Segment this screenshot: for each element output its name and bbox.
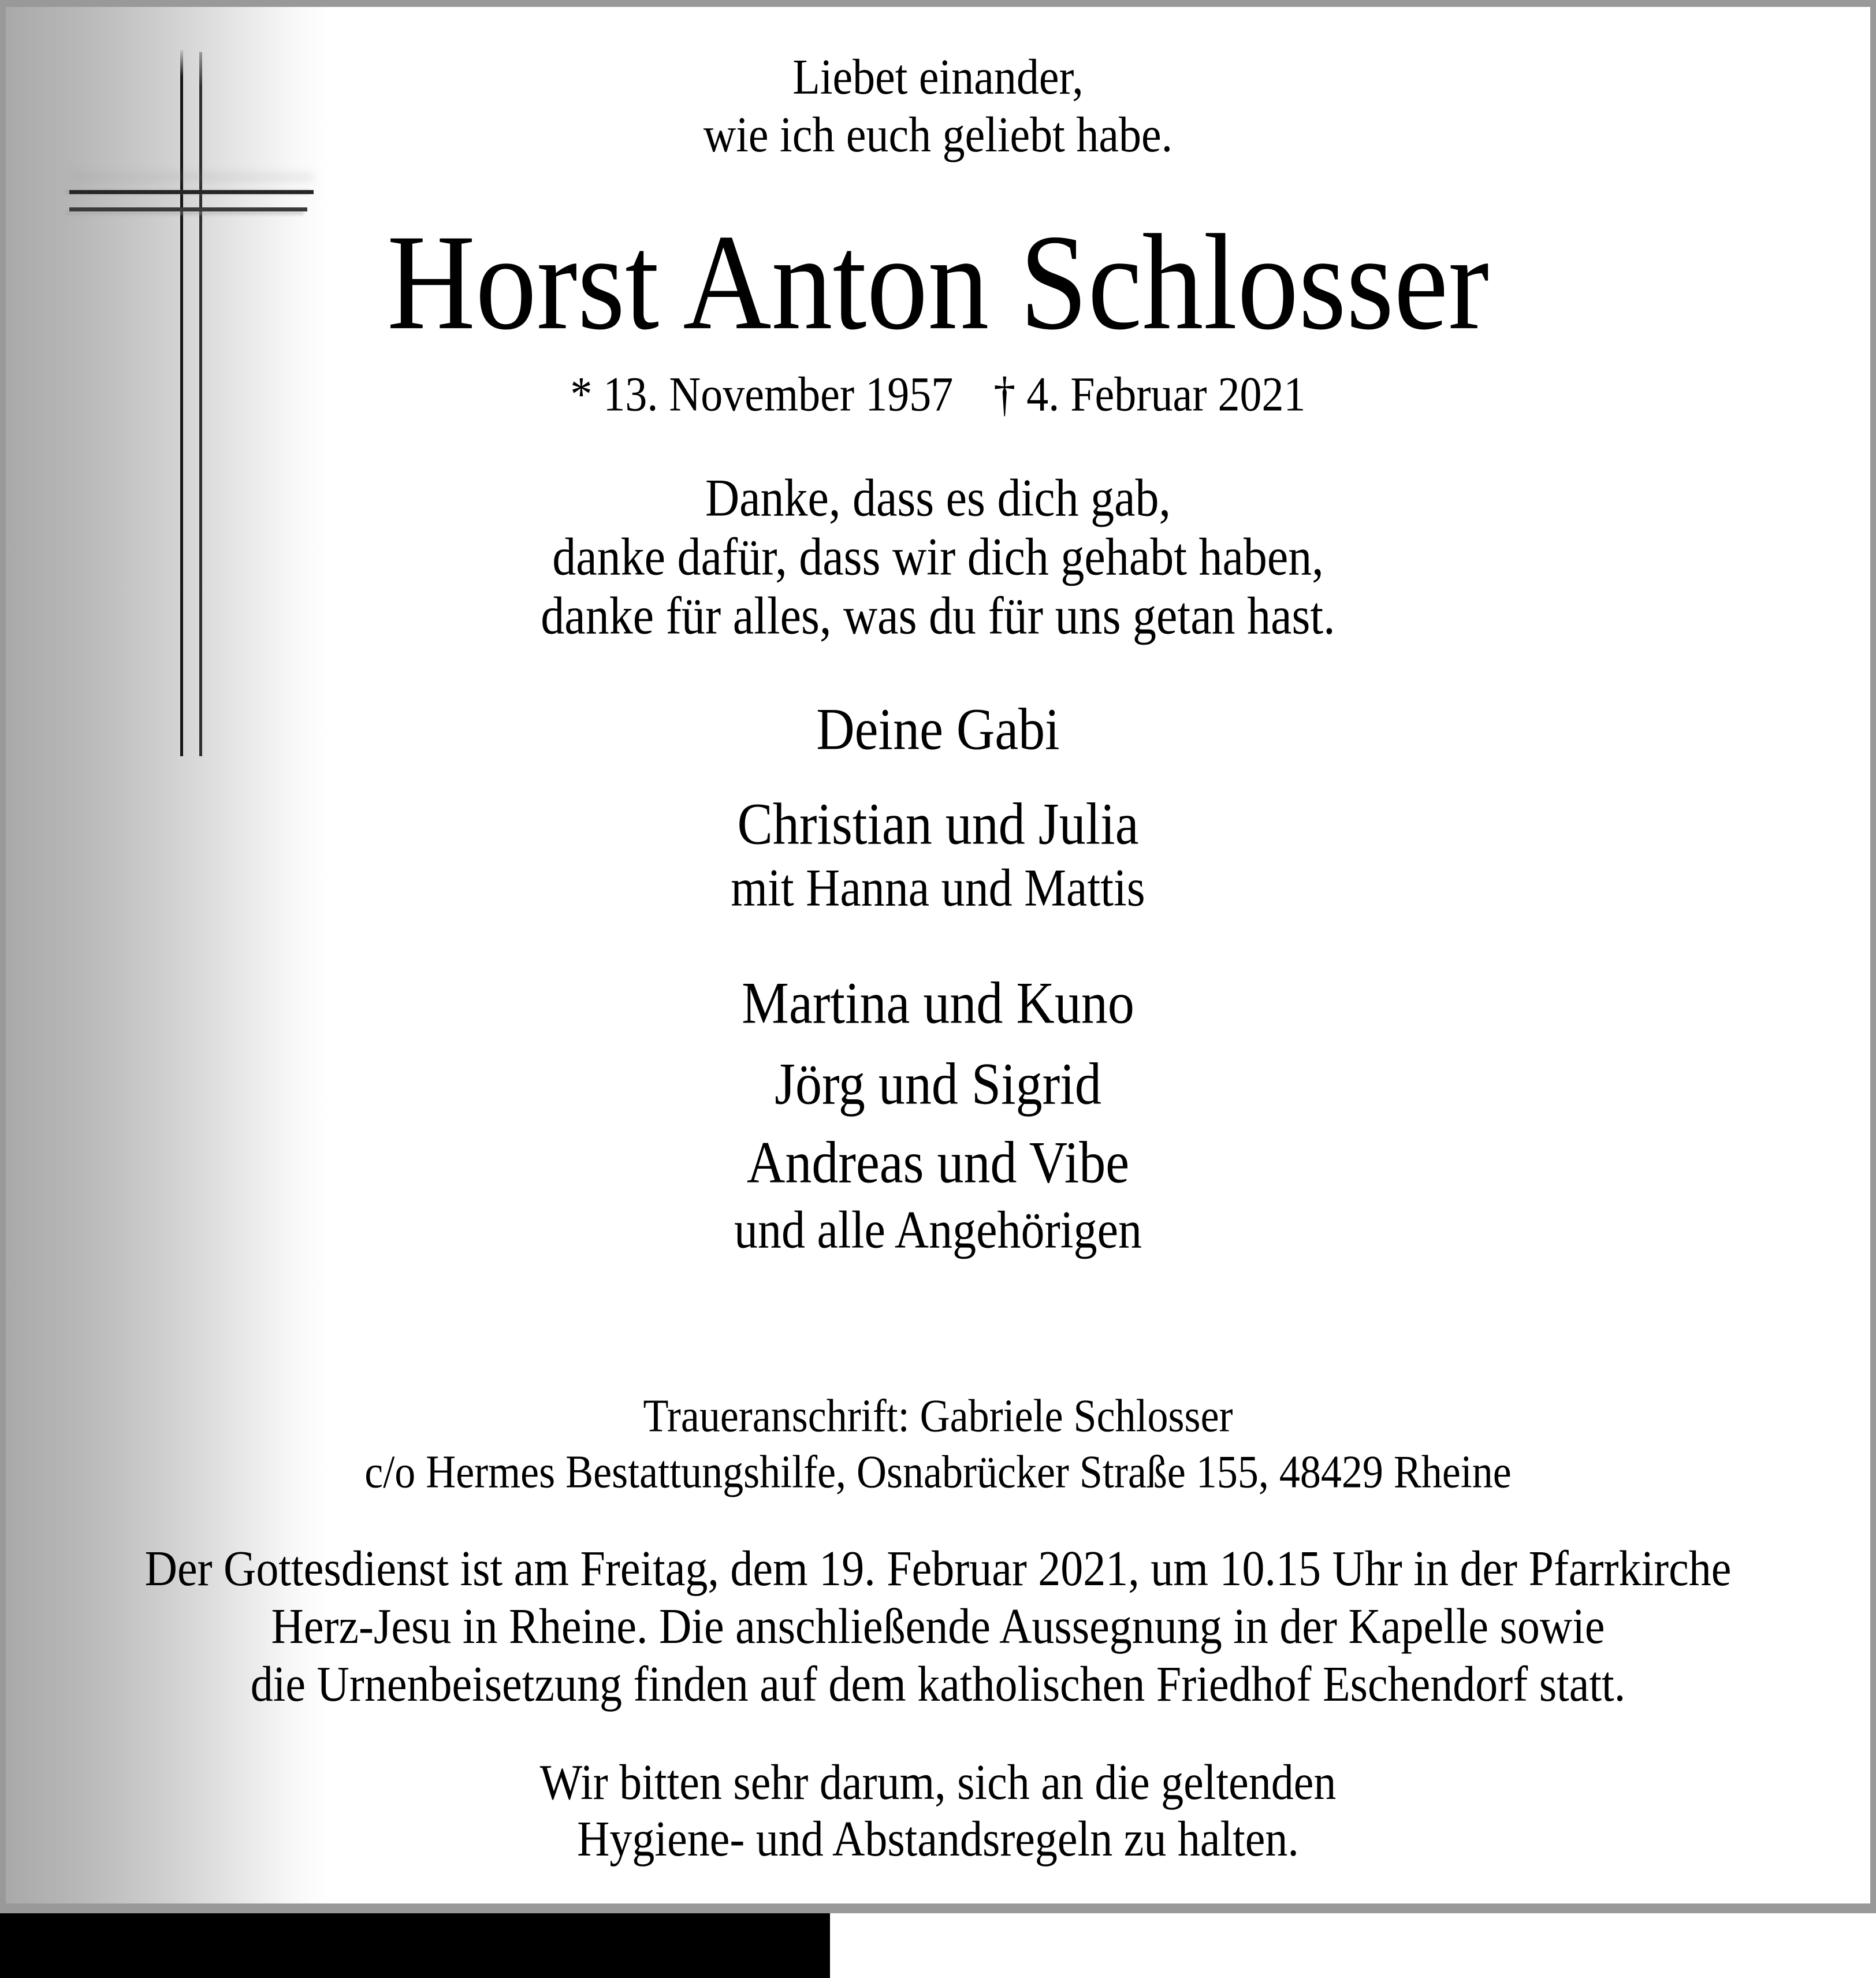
mourner-widow: Deine Gabi: [816, 696, 1060, 762]
mourner-family-3: Jörg und Sigrid: [775, 1050, 1101, 1117]
life-dates: [0, 364, 1876, 425]
service-info-line-1: Der Gottesdienst ist am Freitag, dem 19. Februar 2021, um 10.15 Uhr in der Pfarrkirche: [144, 1540, 1732, 1597]
mourner-family-1-children: mit Hanna und Mattis: [731, 858, 1145, 917]
condolence-address-line-1: Traueranschrift: Gabriele Schlosser: [643, 1389, 1233, 1442]
tribute-line-1: Danke, dass es dich gab,: [705, 468, 1171, 527]
covid-notice-line-1: Wir bitten sehr darum, sich an die geltenden: [539, 1753, 1337, 1810]
tribute-line-2: danke dafür, dass wir dich gehabt haben,: [552, 527, 1324, 586]
covid-notice-line-2: Hygiene- und Abstandsregeln zu halten.: [577, 1810, 1299, 1867]
scan-frame-left: [0, 0, 6, 1913]
mourner-family-2: Martina und Kuno: [742, 969, 1134, 1036]
cross-horizontal-line: [69, 190, 314, 194]
scan-frame-bottom: [0, 1903, 1876, 1913]
epigraph-line-1: Liebet einander,: [792, 48, 1084, 105]
deceased-name: Horst Anton Schlosser: [387, 206, 1489, 358]
service-info-line-3: die Urnenbeisetzung finden auf dem katholischen Friedhof Eschendorf statt.: [250, 1655, 1626, 1712]
service-info-line-2: Herz-Jesu in Rheine. Die anschließende Aussegnung in der Kapelle sowie: [271, 1597, 1605, 1654]
bottom-censor-bar: [0, 1913, 830, 1978]
condolence-address-line-2: c/o Hermes Bestattungshilfe, Osnabrücker Straße 155, 48429 Rheine: [364, 1445, 1512, 1498]
death-date: † 4. Februar 2021: [993, 367, 1306, 422]
mourner-family-4: Andreas und Vibe: [746, 1129, 1130, 1195]
birth-date: * 13. November 1957: [570, 367, 954, 422]
mourner-relatives: und alle Angehörigen: [734, 1200, 1142, 1259]
scan-frame-right: [1870, 0, 1876, 1913]
mourner-family-1: Christian und Julia: [737, 790, 1139, 857]
epigraph-line-2: wie ich euch geliebt habe.: [703, 106, 1173, 163]
tribute-line-3: danke für alles, was du für uns getan hast.: [541, 586, 1335, 645]
scan-frame-top: [0, 0, 1876, 7]
